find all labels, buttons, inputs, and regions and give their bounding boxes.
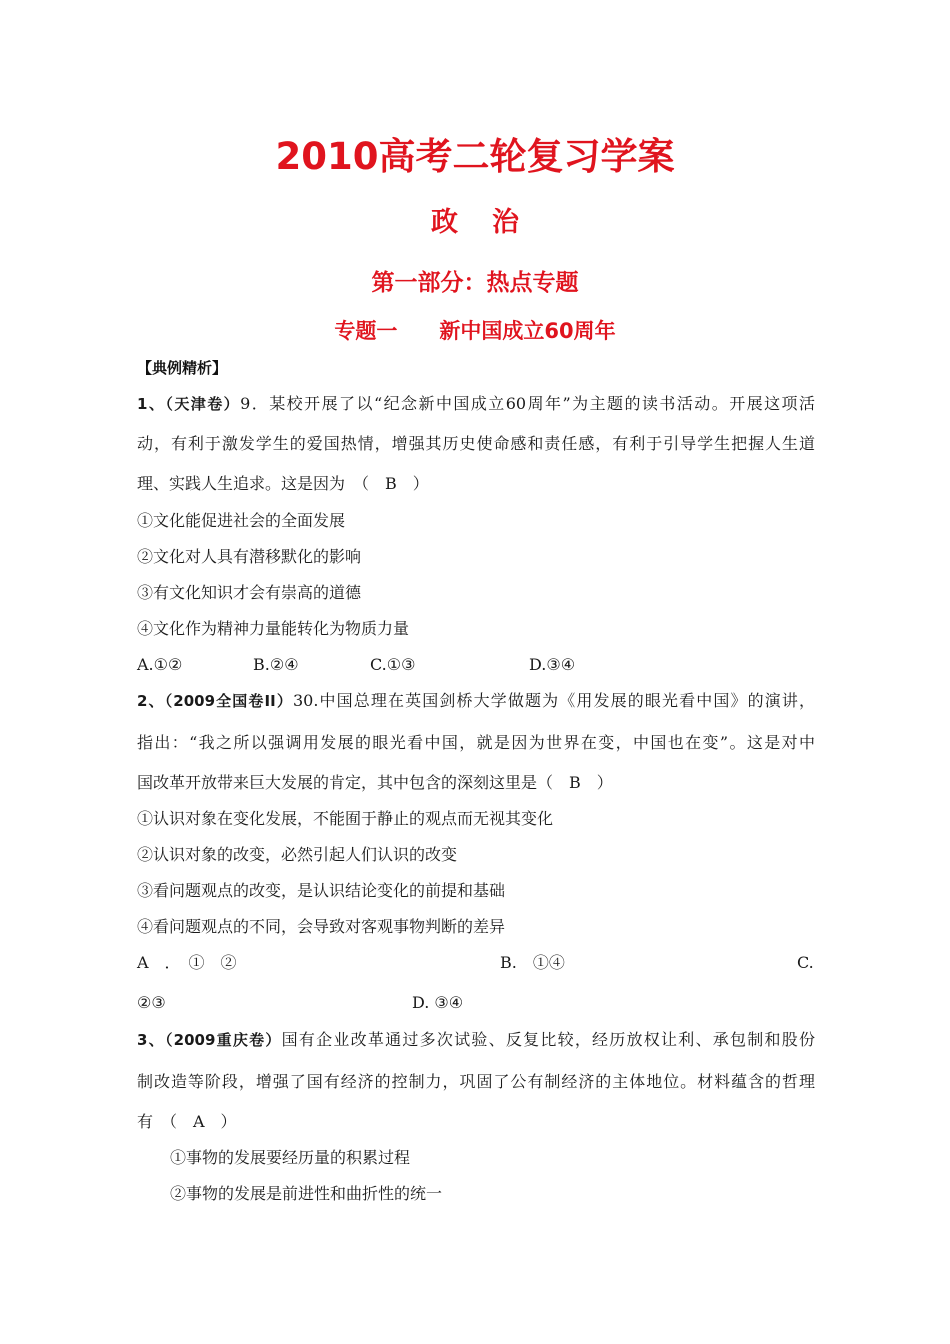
section-label: 【典例精析】 (137, 359, 228, 377)
q1-source: （天津卷） (165, 395, 241, 413)
q3-option-2: ②事物的发展是前进性和曲折性的统一 (170, 1184, 443, 1203)
q1-option-1: ①文化能促进社会的全面发展 (137, 511, 346, 530)
q2-choice-b: B. ①④ (500, 953, 565, 972)
part-title: 第一部分：热点专题 (371, 270, 579, 296)
q2-line2: 指出：“我之所以强调用发展的眼光看中国，就是因为世界在变，中国也在变”。这是对中 (137, 733, 815, 752)
q1-line1 (137, 394, 815, 414)
q1-choice-c: C.①③ (370, 655, 416, 674)
q2-choice-c-value: ②③ (137, 993, 166, 1012)
q2-choice-d: D. ③④ (412, 993, 464, 1012)
q2-choice-c-label: C. (797, 953, 814, 972)
q1-option-4: ④文化作为精神力量能转化为物质力量 (137, 619, 410, 638)
q2-line1 (137, 691, 815, 711)
q2-number: 2、 (137, 692, 165, 710)
q1-choice-d: D.③④ (529, 655, 576, 674)
q2-option-3: ③看问题观点的改变，是认识结论变化的前提和基础 (137, 881, 506, 900)
q1-line2: 动，有利于激发学生的爱国热情，增强其历史使命感和责任感，有利于引导学生把握人生道 (137, 434, 815, 453)
q2-option-4: ④看问题观点的不同，会导致对客观事物判断的差异 (137, 917, 506, 936)
main-title: 2010高考二轮复习学案 (275, 135, 675, 178)
q1-number: 1、 (137, 395, 166, 413)
q3-option-1: ①事物的发展要经历量的积累过程 (170, 1148, 411, 1167)
q3-line2: 制改造等阶段，增强了国有经济的控制力，巩固了公有制经济的主体地位。材料蕴含的哲理 (137, 1072, 815, 1091)
q1-option-2: ②文化对人具有潜移默化的影响 (137, 547, 362, 566)
q3-number: 3、 (137, 1031, 165, 1049)
q3-text-1: 国有企业改革通过多次试验、反复比较，经历放权让利、承包制和股份 (281, 1030, 815, 1049)
q2-option-1: ①认识对象在变化发展，不能囿于静止的观点而无视其变化 (137, 809, 554, 828)
q1-choice-b: B.②④ (253, 655, 299, 674)
q1-option-3: ③有文化知识才会有崇高的道德 (137, 583, 362, 602)
q2-option-2: ②认识对象的改变，必然引起人们认识的改变 (137, 845, 458, 864)
q2-choice-a: A ． ① ② (137, 953, 237, 972)
q1-text-1: 9．某校开展了以“纪念新中国成立60周年”为主题的读书活动。开展这项活 (240, 394, 816, 413)
topic-title: 专题一 新中国成立60周年 (334, 319, 616, 343)
q3-line3: 有 （ A ） (137, 1112, 237, 1131)
q2-text-1: 30.中国总理在英国剑桥大学做题为《用发展的眼光看中国》的演讲， (292, 691, 815, 710)
q1-choice-a: A.①② (137, 655, 183, 674)
q3-line1 (137, 1030, 815, 1050)
q1-line3: 理、实践人生追求。这是因为 （ B ） (137, 474, 429, 493)
q3-source: （2009重庆卷） (164, 1031, 282, 1049)
q2-line3: 国改革开放带来巨大发展的肯定，其中包含的深刻这里是（ B ） (137, 773, 613, 792)
subject-title: 政治 (431, 207, 553, 238)
q2-source: （2009全国卷II） (164, 692, 293, 710)
